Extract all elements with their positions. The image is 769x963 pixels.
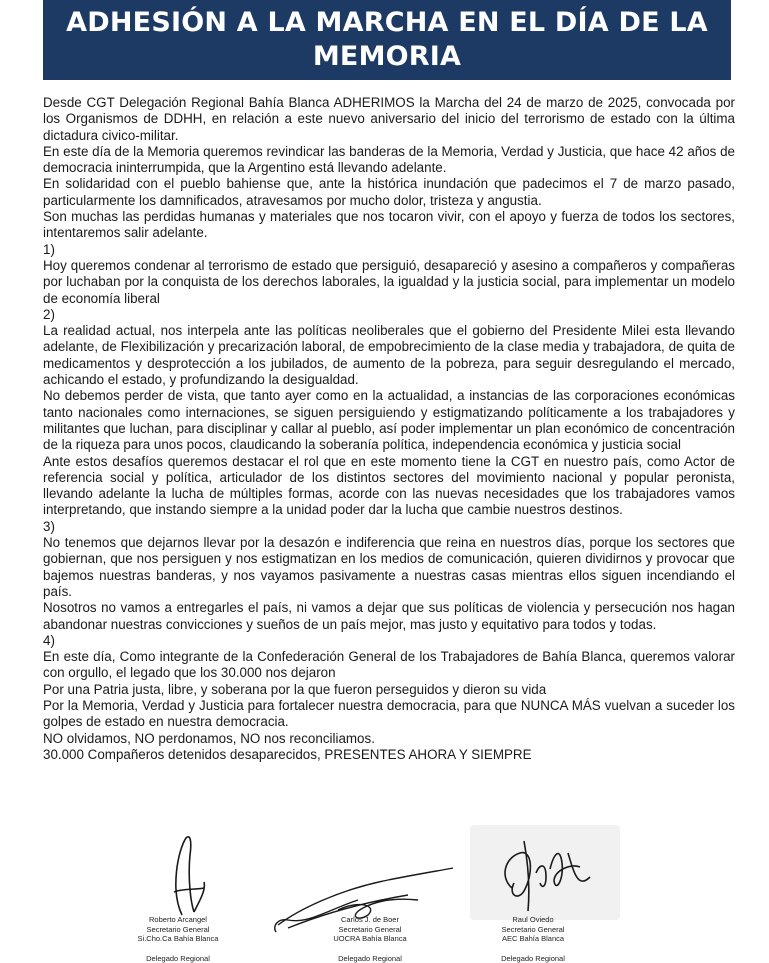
handwritten-signature-1 <box>160 830 220 920</box>
signer-name: Carlos J. de Boer <box>305 915 435 925</box>
signature-block-3 <box>478 915 588 963</box>
section-number: 4) <box>43 633 735 649</box>
signature-block-1 <box>128 915 228 963</box>
signature-area <box>0 825 769 960</box>
signer-name: Raul Oviedo <box>478 915 588 925</box>
paragraph: Nosotros no vamos a entregarles el país, ni vamos a dejar que sus políticas de violencia y persecución nos hagan abandonar nuestras convicciones y sueños de un país mejor, mas justo y equitativo para todos y todas. <box>43 600 735 633</box>
signer-extra: Delegado Regional <box>305 954 435 963</box>
title-line-1: ADHESIÓN A LA MARCHA EN EL DÍA DE LA <box>43 6 731 40</box>
title-line-2: MEMORIA <box>43 40 731 74</box>
section-number: 2) <box>43 307 735 323</box>
paragraph: No tenemos que dejarnos llevar por la desazón e indiferencia que reina en nuestros días, porque los sectores que gobiernan, que nos persiguen y nos estigmatizan en los medios de comunicación, quieren dividirnos y provocar que bajemos nuestras banderas, y nos vayamos pasivamente a nuestras casas mientras ellos siguen incendiando el país. <box>43 535 735 600</box>
signer-name: Roberto Arcangel <box>128 915 228 925</box>
section-number: 1) <box>43 242 735 258</box>
section-number: 3) <box>43 519 735 535</box>
signer-role: Secretario General <box>128 925 228 935</box>
handwritten-signature-3 <box>490 833 600 913</box>
signer-role: Secretario General <box>478 925 588 935</box>
statement-body <box>43 95 735 763</box>
signer-extra: Delegado Regional <box>478 954 588 963</box>
paragraph: En este día, Como integrante de la Confederación General de los Trabajadores de Bahía Blanca, queremos valorar con orgullo, el legado que los 30.000 nos dejaron <box>43 649 735 682</box>
signer-organization: Si.Cho.Ca Bahía Blanca <box>128 934 228 944</box>
signer-organization: AEC Bahía Blanca <box>478 934 588 944</box>
title-banner <box>43 0 731 80</box>
signer-organization: UOCRA Bahía Blanca <box>305 934 435 944</box>
signer-extra: Delegado Regional <box>128 954 228 963</box>
signature-block-2 <box>305 915 435 963</box>
paragraph: NO olvidamos, NO perdonamos, NO nos reconciliamos. <box>43 731 735 747</box>
paragraph: Desde CGT Delegación Regional Bahía Blanca ADHERIMOS la Marcha del 24 de marzo de 2025, convocada por los Organismos de DDHH, en relación a este nuevo aniversario del inicio del terrorismo de estado con la última dictadura civico-militar. <box>43 95 735 144</box>
paragraph: Son muchas las perdidas humanas y materiales que nos tocaron vivir, con el apoyo y fuerza de todos los sectores, intentaremos salir adelante. <box>43 209 735 242</box>
paragraph: En este día de la Memoria queremos revindicar las banderas de la Memoria, Verdad y Justicia, que hace 42 años de democracia ininterrumpida, que la Argentino está llevando adelante. <box>43 144 735 177</box>
paragraph: 30.000 Compañeros detenidos desaparecidos, PRESENTES AHORA Y SIEMPRE <box>43 747 735 763</box>
paragraph: La realidad actual, nos interpela ante las políticas neoliberales que el gobierno del Presidente Milei esta llevando adelante, de Flexibilización y precarización laboral, de empobrecimiento de la clase media y trabajadora, de quita de medicamentos y desprotección a los jubilados, de aumento de la pobreza, para seguir desregulando el mercado, achicando el estado, y profundizando la desigualdad. <box>43 323 735 388</box>
paragraph: No debemos perder de vista, que tanto ayer como en la actualidad, a instancias de las corporaciones económicas tanto nacionales como internaciones, se siguen persiguiendo y estigmatizando políticamente a los trabajadores y militantes que luchan, para disciplinar y callar al pueblo, así poder implementar un plan económico de concentración de la riqueza para unos pocos, claudicando la soberanía política, independencia económica y justicia social <box>43 388 735 453</box>
paragraph: Ante estos desafíos queremos destacar el rol que en este momento tiene la CGT en nuestro país, como Actor de referencia social y política, articulador de los distintos sectores del movimiento nacional y popular peronista, llevando adelante la lucha de múltiples formas, acorde con las nuevas necesidades que los trabajadores vamos interpretando, que instando siempre a la unidad poder dar la lucha que cambie nuestros destinos. <box>43 454 735 519</box>
paragraph: Hoy queremos condenar al terrorismo de estado que persiguió, desapareció y asesino a compañeros y compañeras por luchaban por la conquista de los derechos laborales, la igualdad y la justicia social, para implementar un modelo de economía liberal <box>43 258 735 307</box>
signer-role: Secretario General <box>305 925 435 935</box>
paragraph: En solidaridad con el pueblo bahiense que, ante la histórica inundación que padecimos el 7 de marzo pasado, particularmente los damnificados, atravesamos por mucho dolor, tristeza y angustia. <box>43 176 735 209</box>
paragraph: Por la Memoria, Verdad y Justicia para fortalecer nuestra democracia, para que NUNCA MÁS vuelvan a suceder los golpes de estado en nuestra democracia. <box>43 698 735 731</box>
paragraph: Por una Patria justa, libre, y soberana por la que fueron perseguidos y dieron su vida <box>43 682 735 698</box>
